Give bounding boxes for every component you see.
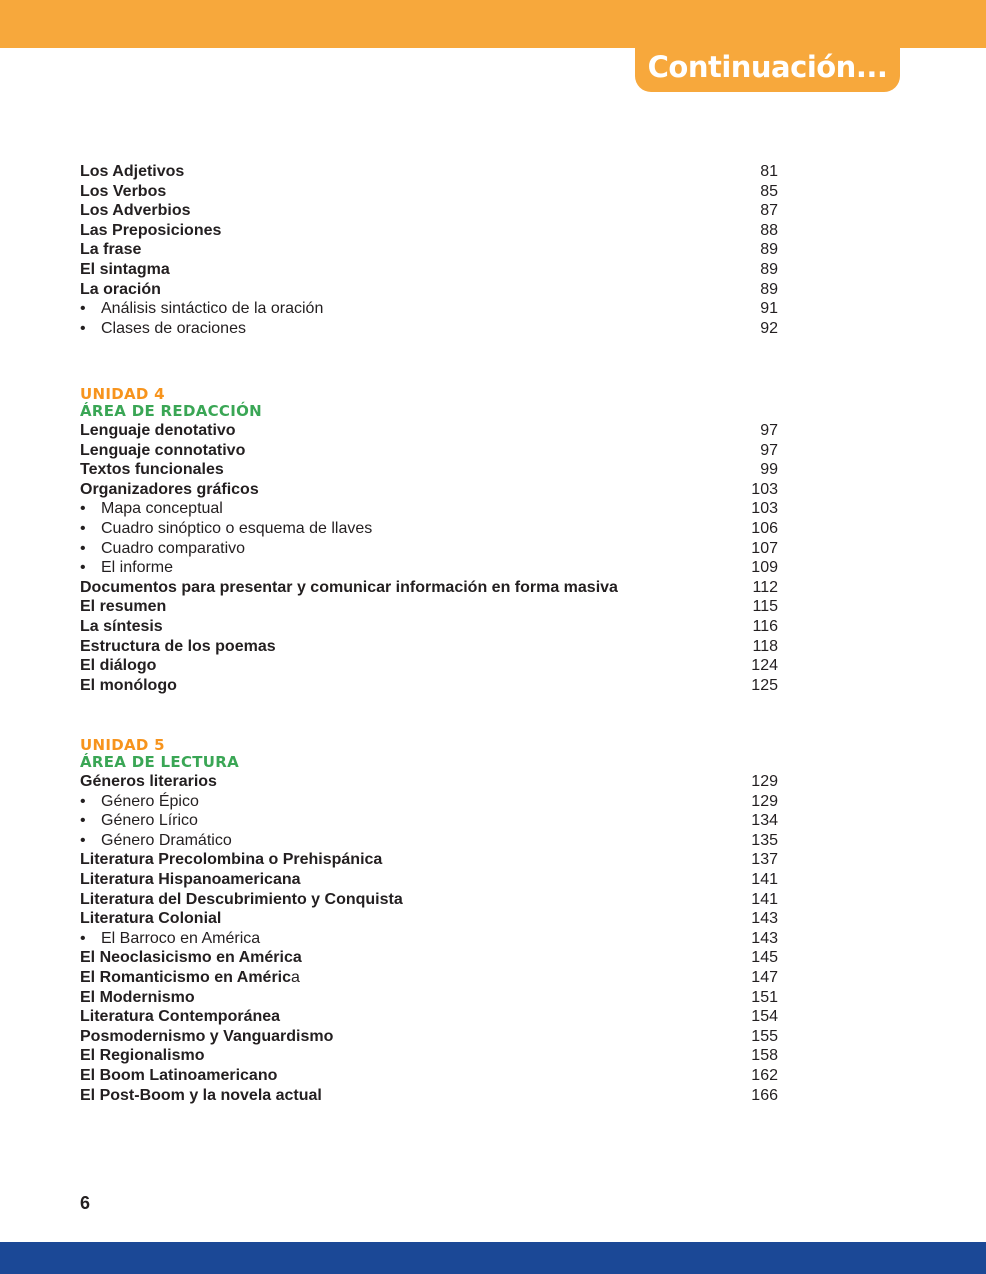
toc-entry-page: 145 (751, 949, 778, 967)
toc-entry-text: Cuadro comparativo (101, 539, 246, 557)
toc-entry-label (80, 909, 221, 929)
toc-entry-label (80, 519, 372, 539)
toc-entry (80, 1046, 778, 1066)
page-title: Continuación... (647, 50, 888, 84)
toc-entry-label (80, 280, 161, 300)
unit-4-heading: UNIDAD 4 (80, 385, 165, 403)
bullet-icon: • (80, 539, 86, 557)
toc-entry-label (80, 929, 260, 949)
toc-entry-page: 89 (760, 280, 778, 298)
toc-entry-page: 99 (760, 461, 778, 479)
toc-entry (80, 890, 778, 910)
toc-entry-text: El monólogo (80, 676, 177, 694)
toc-entry (80, 1007, 778, 1027)
toc-entry-text: Literatura Colonial (80, 910, 222, 928)
toc-entry-label (80, 201, 191, 221)
toc-entry-text: Clases de oraciones (101, 319, 246, 337)
toc-entry-label (80, 162, 184, 182)
toc-entry-text: La frase (80, 241, 142, 259)
toc-entry (80, 811, 778, 831)
toc-entry-label (80, 480, 259, 500)
toc-entry-page: 89 (760, 261, 778, 278)
toc-entry-page: 134 (751, 812, 778, 830)
toc-entry-page: 92 (760, 319, 778, 337)
toc-entry (80, 929, 778, 949)
toc-entry-text: Géneros literarios (80, 773, 217, 790)
toc-entry (80, 299, 778, 319)
toc-entry-text: Mapa conceptual (101, 500, 223, 518)
unit-4-area: ÁREA DE REDACCIÓN (80, 402, 263, 420)
bullet-icon: • (80, 520, 86, 537)
toc-entry-label (80, 637, 276, 657)
toc-entry-page: 158 (751, 1047, 778, 1065)
toc-entry-page: 91 (760, 300, 778, 318)
toc-entry-page: 81 (760, 163, 778, 180)
toc-entry-label (80, 988, 195, 1008)
toc-entry-page: 151 (751, 988, 778, 1006)
toc-entry-text: Género Épico (101, 792, 199, 810)
toc-entry-text: Las Preposiciones (80, 221, 222, 239)
toc-entry-page: 135 (751, 831, 778, 849)
footer-band (0, 1242, 986, 1274)
toc-entry (80, 460, 778, 480)
toc-entry-text: Lenguaje connotativo (80, 441, 246, 459)
toc-entry-page: 141 (751, 871, 778, 888)
toc-entry-label (80, 1046, 204, 1066)
toc-entry-text: El Regionalismo (80, 1047, 205, 1065)
toc-entry (80, 617, 778, 637)
page-number: 6 (80, 1193, 91, 1213)
toc-entry-page: 85 (760, 182, 778, 200)
toc-entry-text: Género Lírico (101, 812, 198, 830)
toc-entry (80, 656, 778, 676)
bullet-icon: • (80, 792, 86, 810)
toc-entry (80, 637, 778, 657)
toc-entry-page: 124 (751, 657, 778, 675)
toc-entry-text: Lenguaje denotativo (80, 422, 236, 439)
toc-entry (80, 280, 778, 300)
toc-entry-page: 103 (751, 500, 778, 518)
unit-5-area: ÁREA DE LECTURA (80, 753, 240, 771)
toc-entry (80, 870, 778, 890)
toc-entry (80, 968, 778, 988)
toc-entry-label (80, 811, 198, 831)
toc-entry (80, 676, 778, 696)
toc-entry (80, 1066, 778, 1086)
toc-entry (80, 319, 778, 339)
toc-entry-page: 154 (751, 1008, 778, 1026)
bullet-icon: • (80, 300, 86, 318)
toc-entry-page: 162 (751, 1067, 778, 1084)
bullet-icon: • (80, 929, 86, 947)
toc-entry (80, 480, 778, 500)
toc-entry-text: Organizadores gráficos (80, 480, 259, 498)
bullet-icon: • (80, 319, 86, 337)
toc-entry-text: Documentos para presentar y comunicar información en forma masiva (80, 578, 618, 596)
bullet-icon: • (80, 812, 86, 830)
toc-entry (80, 558, 778, 578)
toc-entry-text: El Post-Boom y la novela actual (80, 1086, 322, 1104)
continuation-tab (635, 30, 900, 92)
toc-entry (80, 441, 778, 461)
toc-entry-text: El Neoclasicismo en América (80, 949, 302, 967)
toc-entry-text: Posmodernismo y Vanguardismo (80, 1027, 334, 1045)
toc-entry-page: 112 (752, 578, 778, 596)
toc-entry-page: 137 (751, 851, 778, 869)
toc-entry (80, 221, 778, 241)
toc-entry-label (80, 299, 323, 319)
toc-entry-label (80, 1066, 277, 1086)
toc-entry-page: 143 (751, 929, 778, 947)
toc-entry-page: 87 (760, 202, 778, 220)
toc-entry-page: 166 (751, 1086, 778, 1104)
toc-entry-label (80, 890, 403, 910)
toc-entry-text: Literatura Precolombina o Prehispánica (80, 851, 383, 869)
toc-entry-text: Cuadro sinóptico o esquema de llaves (101, 520, 373, 537)
toc-entry-page: 129 (751, 792, 778, 810)
toc-entry-label (80, 676, 177, 696)
toc-entry (80, 182, 778, 202)
toc-entry-label (80, 260, 170, 280)
toc-entry-label (80, 656, 156, 676)
toc-entry-page: 143 (751, 910, 778, 928)
toc-entry-label (80, 319, 246, 339)
toc-entry (80, 1086, 778, 1106)
toc-entry-page: 88 (760, 221, 778, 239)
toc-entry-page: 107 (751, 539, 778, 557)
toc-entry (80, 1027, 778, 1047)
toc-entry-text: El Boom Latinoamericano (80, 1067, 278, 1084)
toc-entry (80, 772, 778, 792)
toc-entry-page: 103 (751, 480, 778, 498)
toc-entry (80, 792, 778, 812)
toc-entry-text: Los Adverbios (80, 202, 191, 220)
toc-entry-label (80, 578, 618, 598)
toc-entry-text: Los Adjetivos (80, 163, 185, 180)
toc-entry (80, 948, 778, 968)
toc-entry (80, 260, 778, 280)
toc-entry-text: Literatura del Descubrimiento y Conquista (80, 890, 403, 908)
bullet-icon: • (80, 831, 86, 849)
toc-entry (80, 240, 778, 260)
toc-entry-label (80, 1027, 333, 1047)
unit-5-heading: UNIDAD 5 (80, 736, 165, 754)
toc-entry-label (80, 1086, 322, 1106)
toc-entry-text-tail: a (291, 969, 300, 986)
toc-entry (80, 909, 778, 929)
toc-entry-page: 129 (751, 773, 778, 790)
toc-entry-label (80, 831, 232, 851)
toc-entry-label (80, 460, 224, 480)
toc-entry-text: El diálogo (80, 657, 157, 675)
toc-entry (80, 499, 778, 519)
toc-entry-page: 89 (760, 241, 778, 259)
toc-entry (80, 519, 778, 539)
toc-entry (80, 201, 778, 221)
toc-entry (80, 988, 778, 1008)
toc-entry-page: 118 (752, 637, 778, 655)
toc-entry-text: El Modernismo (80, 988, 195, 1006)
toc-entry-text: Literatura Contemporánea (80, 1008, 281, 1026)
toc-entry-page: 115 (752, 598, 778, 616)
toc-entry-page: 97 (760, 441, 778, 459)
toc-entry-text: El sintagma (80, 261, 170, 278)
toc-entry-label (80, 1007, 280, 1027)
toc-entry-text: El resumen (80, 598, 167, 616)
toc-entry-label (80, 792, 199, 812)
toc-entry-label (80, 182, 166, 202)
toc-entry-page: 141 (751, 890, 778, 908)
toc-entry-text: La oración (80, 280, 161, 298)
toc-entry-label (80, 558, 173, 578)
toc-entry-label (80, 870, 301, 890)
toc-entry-text: Los Verbos (80, 182, 167, 200)
toc-entry-page: 116 (752, 618, 778, 635)
toc-entry-label (80, 421, 236, 441)
toc-entry (80, 421, 778, 441)
toc-entry-label (80, 240, 141, 260)
toc-entry-label (80, 948, 302, 968)
toc-entry-text: La síntesis (80, 618, 163, 635)
toc-entry (80, 831, 778, 851)
toc-entry (80, 850, 778, 870)
toc-entry (80, 162, 778, 182)
toc-entry-text: El Barroco en América (101, 929, 261, 947)
toc-entry (80, 597, 778, 617)
toc-entry-text: Textos funcionales (80, 461, 224, 479)
toc-entry-page: 109 (751, 559, 778, 577)
toc-entry-text: Estructura de los poemas (80, 637, 276, 655)
toc-entry-label (80, 597, 166, 617)
toc-entry-page: 97 (760, 422, 778, 439)
toc-entry-page: 106 (751, 520, 778, 537)
toc-entry-page: 125 (751, 676, 778, 694)
toc-entry-text: El informe (101, 559, 174, 577)
toc-entry-label (80, 441, 245, 461)
bullet-icon: • (80, 500, 86, 518)
toc-entry-label (80, 968, 300, 988)
toc-entry-page: 147 (751, 969, 778, 986)
toc-entry-label (80, 539, 245, 559)
toc-entry-label (80, 617, 163, 637)
toc-entry-text: Literatura Hispanoamericana (80, 871, 301, 888)
toc-entry-label (80, 772, 217, 792)
toc-entry-label (80, 850, 382, 870)
toc-entry-text: Género Dramático (101, 831, 232, 849)
toc-entry-label (80, 499, 223, 519)
toc-entry-page: 155 (751, 1027, 778, 1045)
bullet-icon: • (80, 559, 86, 577)
toc-entry (80, 539, 778, 559)
toc-entry-label (80, 221, 221, 241)
toc-entry-text: El Romanticismo en Améric (80, 969, 292, 986)
toc-entry (80, 578, 778, 598)
toc-entry-text: Análisis sintáctico de la oración (101, 300, 324, 318)
